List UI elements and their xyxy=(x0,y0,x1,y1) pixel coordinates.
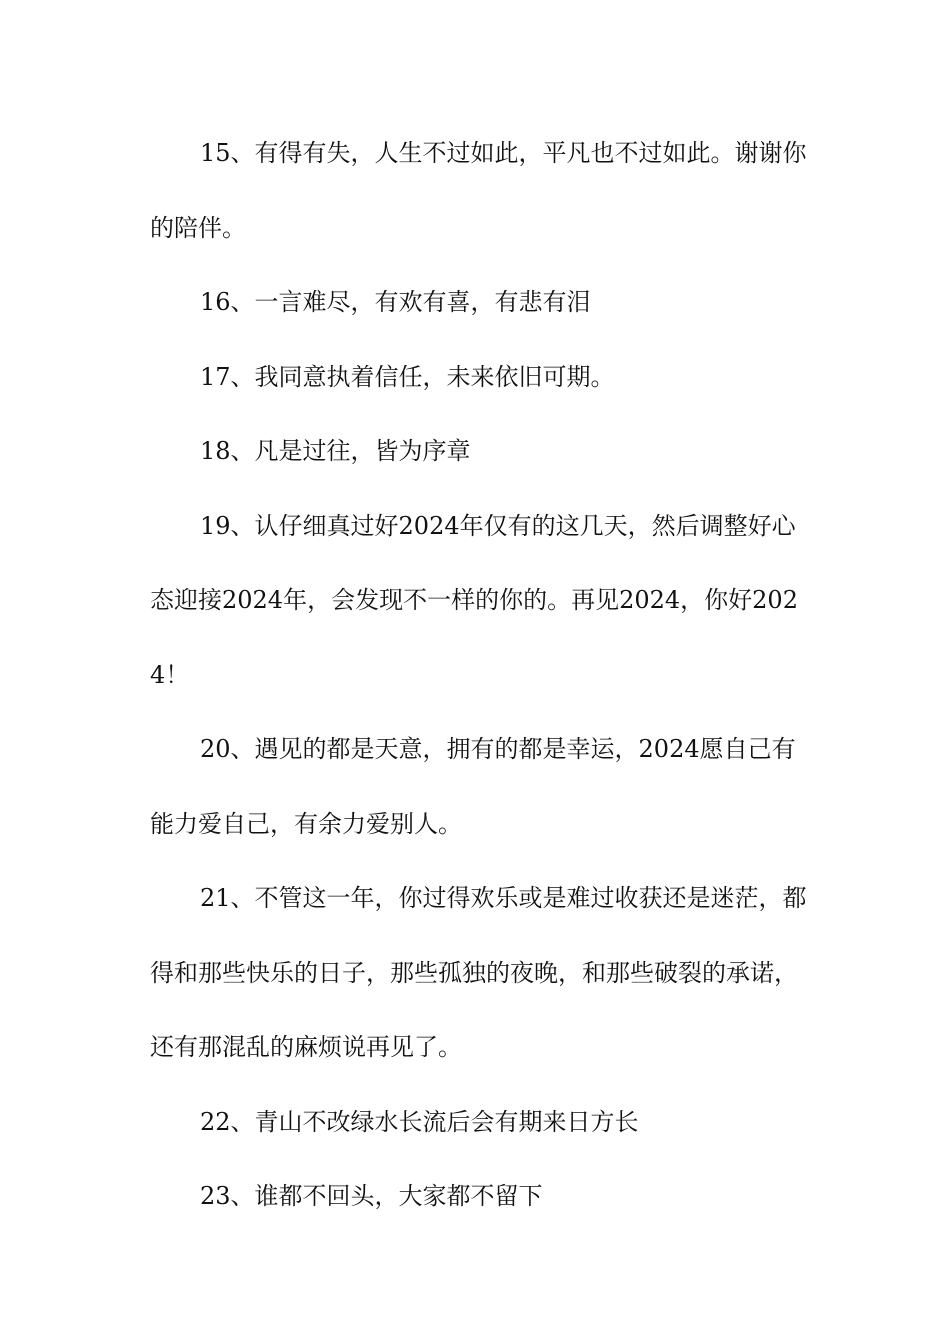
paragraph-16: 16、一言难尽，有欢有喜，有悲有泪 xyxy=(200,288,591,316)
paragraph-23: 23、谁都不回头，大家都不留下 xyxy=(200,1182,543,1210)
paragraph-18: 18、凡是过往，皆为序章 xyxy=(200,437,471,465)
paragraph-21: 21、不管这一年，你过得欢乐或是难过收获还是迷茫，都得和那些快乐的日子，那些孤独的夜晚，和那些破裂的承诺，还有那混乱的麻烦说再见了。 xyxy=(150,884,807,1061)
paragraph-19: 19、认仔细真过好2024年仅有的这几天，然后调整好心态迎接2024年，会发现不一样的你的。再见2024，你好2024！ xyxy=(150,511,798,689)
paragraph-15: 15、有得有失，人生不过如此，平凡也不过如此。谢谢你的陪伴。 xyxy=(150,139,807,242)
paragraph-20: 20、遇见的都是天意，拥有的都是幸运，2024愿自己有能力爱自己，有余力爱别人。 xyxy=(150,735,796,838)
paragraph-22: 22、青山不改绿水长流后会有期来日方长 xyxy=(200,1107,639,1136)
document-body xyxy=(150,116,810,1234)
paragraph-17: 17、我同意执着信任，未来依旧可期。 xyxy=(200,362,615,391)
